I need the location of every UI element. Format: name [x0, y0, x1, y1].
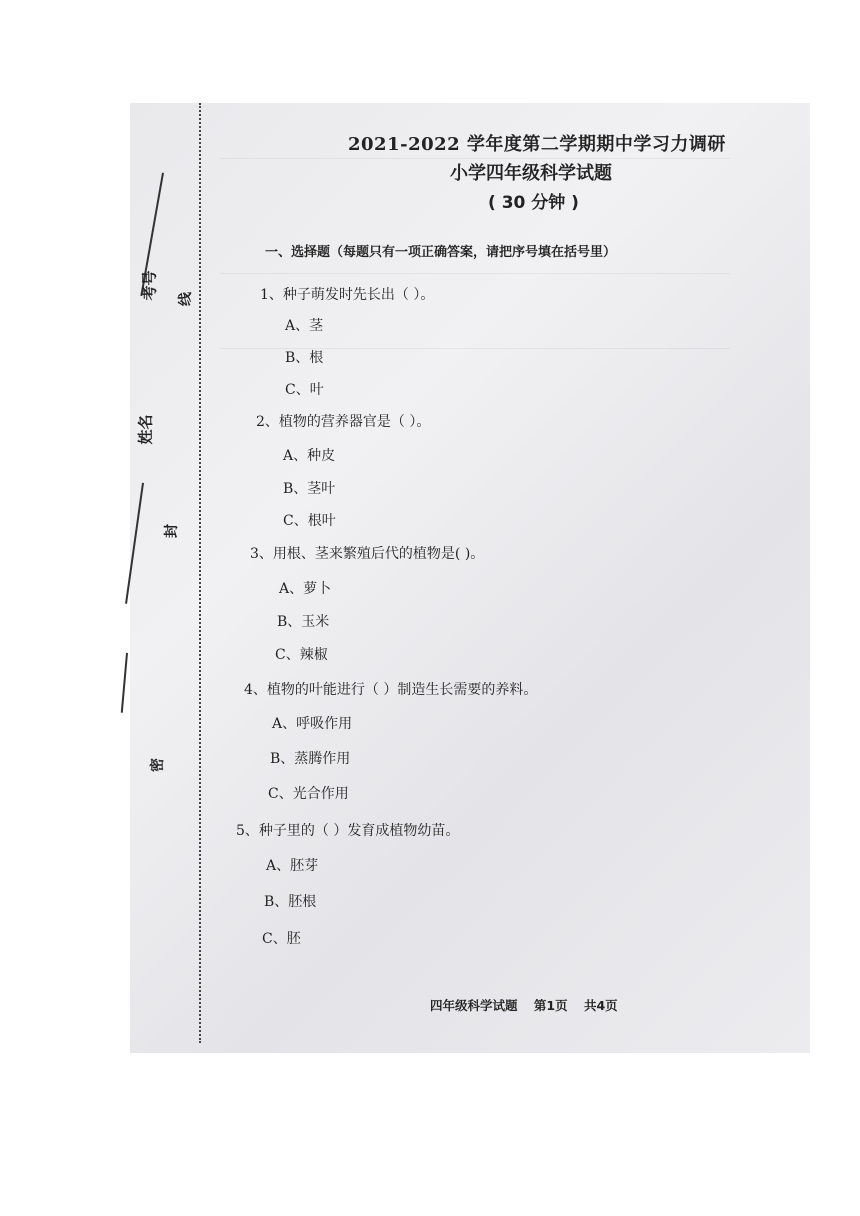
exam-title: 2021-2022 学年度第二学期期中学习力调研: [348, 134, 726, 155]
question-1-option-c: C、叶: [285, 382, 324, 398]
question-2-option-c: C、根叶: [283, 513, 336, 529]
question-3-option-c: C、辣椒: [275, 647, 328, 663]
question-3-option-b: B、玉米: [277, 614, 330, 630]
question-3: 3、用根、茎来繁殖后代的植物是( )。: [250, 546, 485, 562]
question-2: 2、植物的营养器官是（ ）。: [256, 414, 431, 430]
question-1: 1、种子萌发时先长出（ ）。: [260, 287, 435, 303]
question-5: 5、种子里的（ ）发育成植物幼苗。: [236, 823, 460, 839]
exam-duration: ( 30 分钟 ): [488, 193, 579, 213]
footer-total-pages: 共4页: [583, 998, 618, 1013]
question-5-option-a: A、胚芽: [266, 858, 319, 874]
question-4-option-b: B、蒸腾作用: [270, 751, 351, 767]
exam-paper: [130, 103, 810, 1053]
question-1-option-b: B、根: [285, 350, 324, 366]
exam-subtitle: 小学四年级科学试题: [450, 163, 612, 184]
seal-mark-line: 线: [178, 292, 194, 306]
footer-subject: 四年级科学试题: [430, 998, 518, 1013]
question-4-option-a: A、呼吸作用: [272, 716, 353, 732]
question-5-option-b: B、胚根: [264, 894, 317, 910]
question-5-option-c: C、胚: [262, 931, 301, 947]
student-name-label: 姓名: [136, 414, 155, 445]
binding-dotted-line: [199, 103, 201, 1043]
question-2-option-b: B、茎叶: [283, 481, 336, 497]
footer-page-number: 第1页: [533, 998, 568, 1013]
exam-number-label: 考号: [140, 270, 159, 301]
name-line: [125, 483, 144, 604]
question-3-option-a: A、萝卜: [279, 581, 332, 597]
seal-mark-seal: 封: [164, 524, 180, 538]
question-2-option-a: A、种皮: [283, 448, 336, 464]
question-1-option-a: A、茎: [285, 318, 324, 334]
page-footer: [430, 996, 630, 1014]
blank-line: [121, 653, 128, 713]
section-heading: 一、选择题（每题只有一项正确答案，请把序号填在括号里）: [265, 245, 617, 260]
question-4: 4、植物的叶能进行（ ）制造生长需要的养料。: [244, 682, 538, 698]
question-4-option-c: C、光合作用: [268, 786, 349, 802]
seal-mark-secret: 密: [150, 758, 166, 772]
paper-crease: [220, 273, 730, 274]
